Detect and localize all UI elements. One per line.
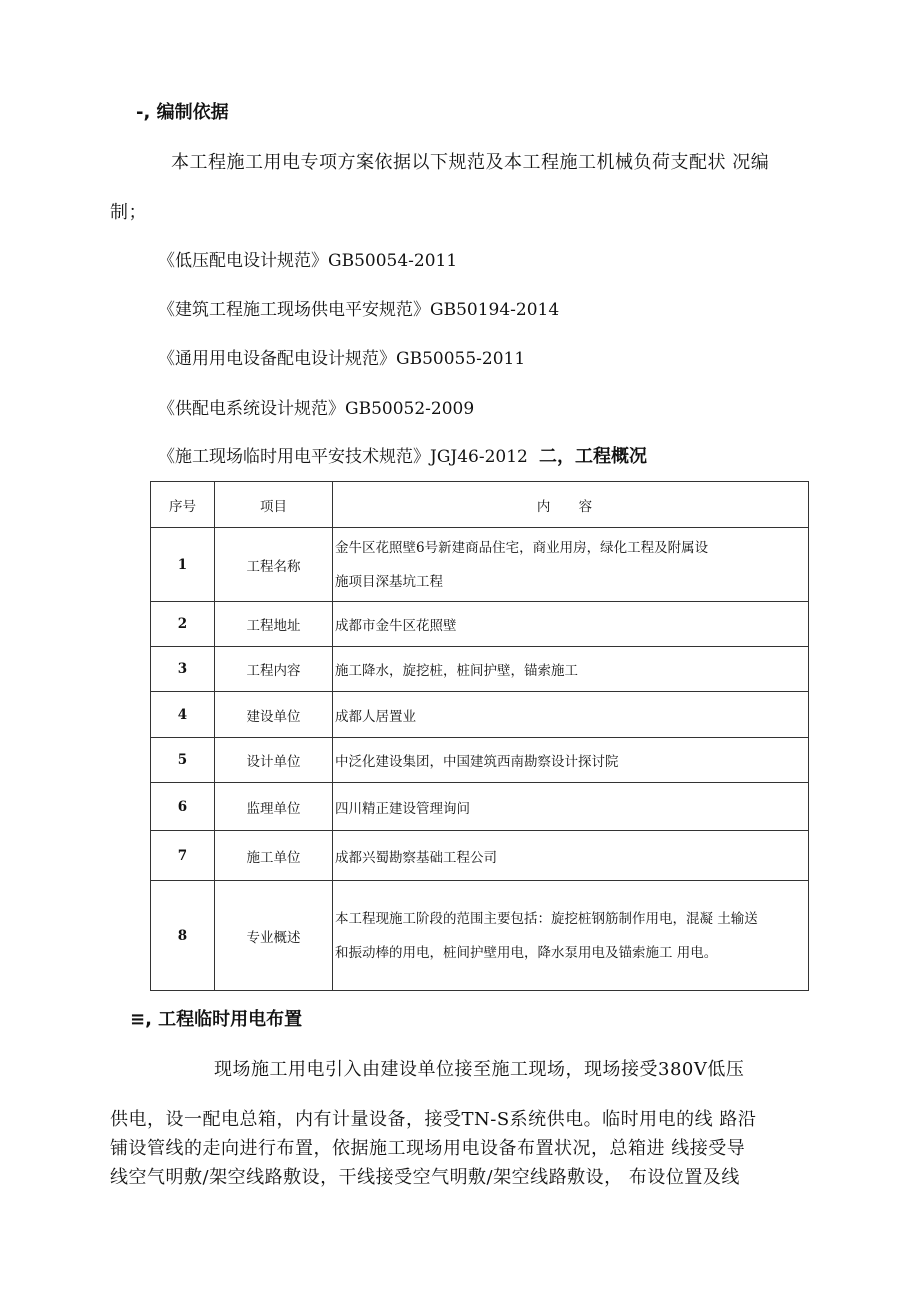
table-row [151,831,809,881]
header-item: 项目 [215,482,333,528]
layout-paragraph-line: 现场施工用电引入由建设单位接至施工现场，现场接受380V低压 [214,1059,745,1080]
project-info-table [150,481,809,991]
table-row [151,692,809,738]
row-content [333,528,809,602]
row-no: 3 [151,647,215,692]
table-row [151,783,809,831]
row-no: 5 [151,738,215,783]
intro-paragraph-line2: 制； [110,202,147,223]
row-content [333,881,809,991]
row-content: 成都人居置业 [333,692,809,738]
ref-standard: 《低压配电设计规范》GB50054-2011 [158,251,458,271]
row-item: 工程地址 [215,602,333,647]
header-no: 序号 [151,482,215,528]
table-row [151,881,809,991]
ref-standard: 《施工现场临时用电平安技术规范》JGJ46-2012 [158,447,528,467]
row-no: 1 [151,528,215,602]
row-no: 8 [151,881,215,991]
row-item: 工程名称 [215,528,333,602]
row-item: 监理单位 [215,783,333,831]
section-title-overview: 二，工程概况 [538,446,647,467]
row-no: 7 [151,831,215,881]
layout-paragraph-line: 供电，设一配电总箱，内有计量设备，接受TN-S系统供电。临时用电的线 路沿 [110,1109,757,1130]
row-item: 施工单位 [215,831,333,881]
row-content-line: 金牛区花照壁6号新建商品住宅，商业用房，绿化工程及附属设 [335,539,709,556]
row-content: 成都兴蜀勘察基础工程公司 [333,831,809,881]
section-title-layout: ≡, 工程临时用电布置 [130,1009,303,1030]
last-ref-row [158,442,647,468]
section-title-basis: -, 编制依据 [136,102,229,123]
table-row [151,647,809,692]
layout-paragraph-line: 线空气明敷/架空线路敷设，干线接受空气明敷/架空线路敷设， 布设位置及线 [110,1167,740,1188]
ref-standard: 《通用用电设备配电设计规范》GB50055-2011 [158,349,526,369]
row-content-line: 本工程现施工阶段的范围主要包括：旋挖桩钢筋制作用电，混凝 土输送 [335,910,758,927]
ref-standard: 《供配电系统设计规范》GB50052-2009 [158,399,475,419]
row-content-line: 施项目深基坑工程 [335,573,443,590]
row-no: 2 [151,602,215,647]
row-content: 施工降水，旋挖桩，桩间护壁，锚索施工 [333,647,809,692]
row-item: 工程内容 [215,647,333,692]
row-content: 成都市金牛区花照壁 [333,602,809,647]
table-row [151,602,809,647]
table-row [151,738,809,783]
table-row [151,528,809,602]
row-no: 4 [151,692,215,738]
row-content-line: 和振动棒的用电，桩间护壁用电，降水泵用电及锚索施工 用电。 [335,944,718,961]
row-item: 设计单位 [215,738,333,783]
row-no: 6 [151,783,215,831]
row-item: 专业概述 [215,881,333,991]
intro-paragraph-line1: 本工程施工用电专项方案依据以下规范及本工程施工机械负荷支配状 况编 [171,152,770,173]
ref-standard: 《建筑工程施工现场供电平安规范》GB50194-2014 [158,300,560,320]
table-header-row [151,482,809,528]
layout-paragraph-line: 铺设管线的走向进行布置，依据施工现场用电设备布置状况，总箱进 线接受导 [110,1138,746,1159]
row-item: 建设单位 [215,692,333,738]
row-content: 四川精正建设管理询问 [333,783,809,831]
row-content: 中泛化建设集团，中国建筑西南勘察设计探讨院 [333,738,809,783]
header-content: 内 容 [333,482,809,528]
